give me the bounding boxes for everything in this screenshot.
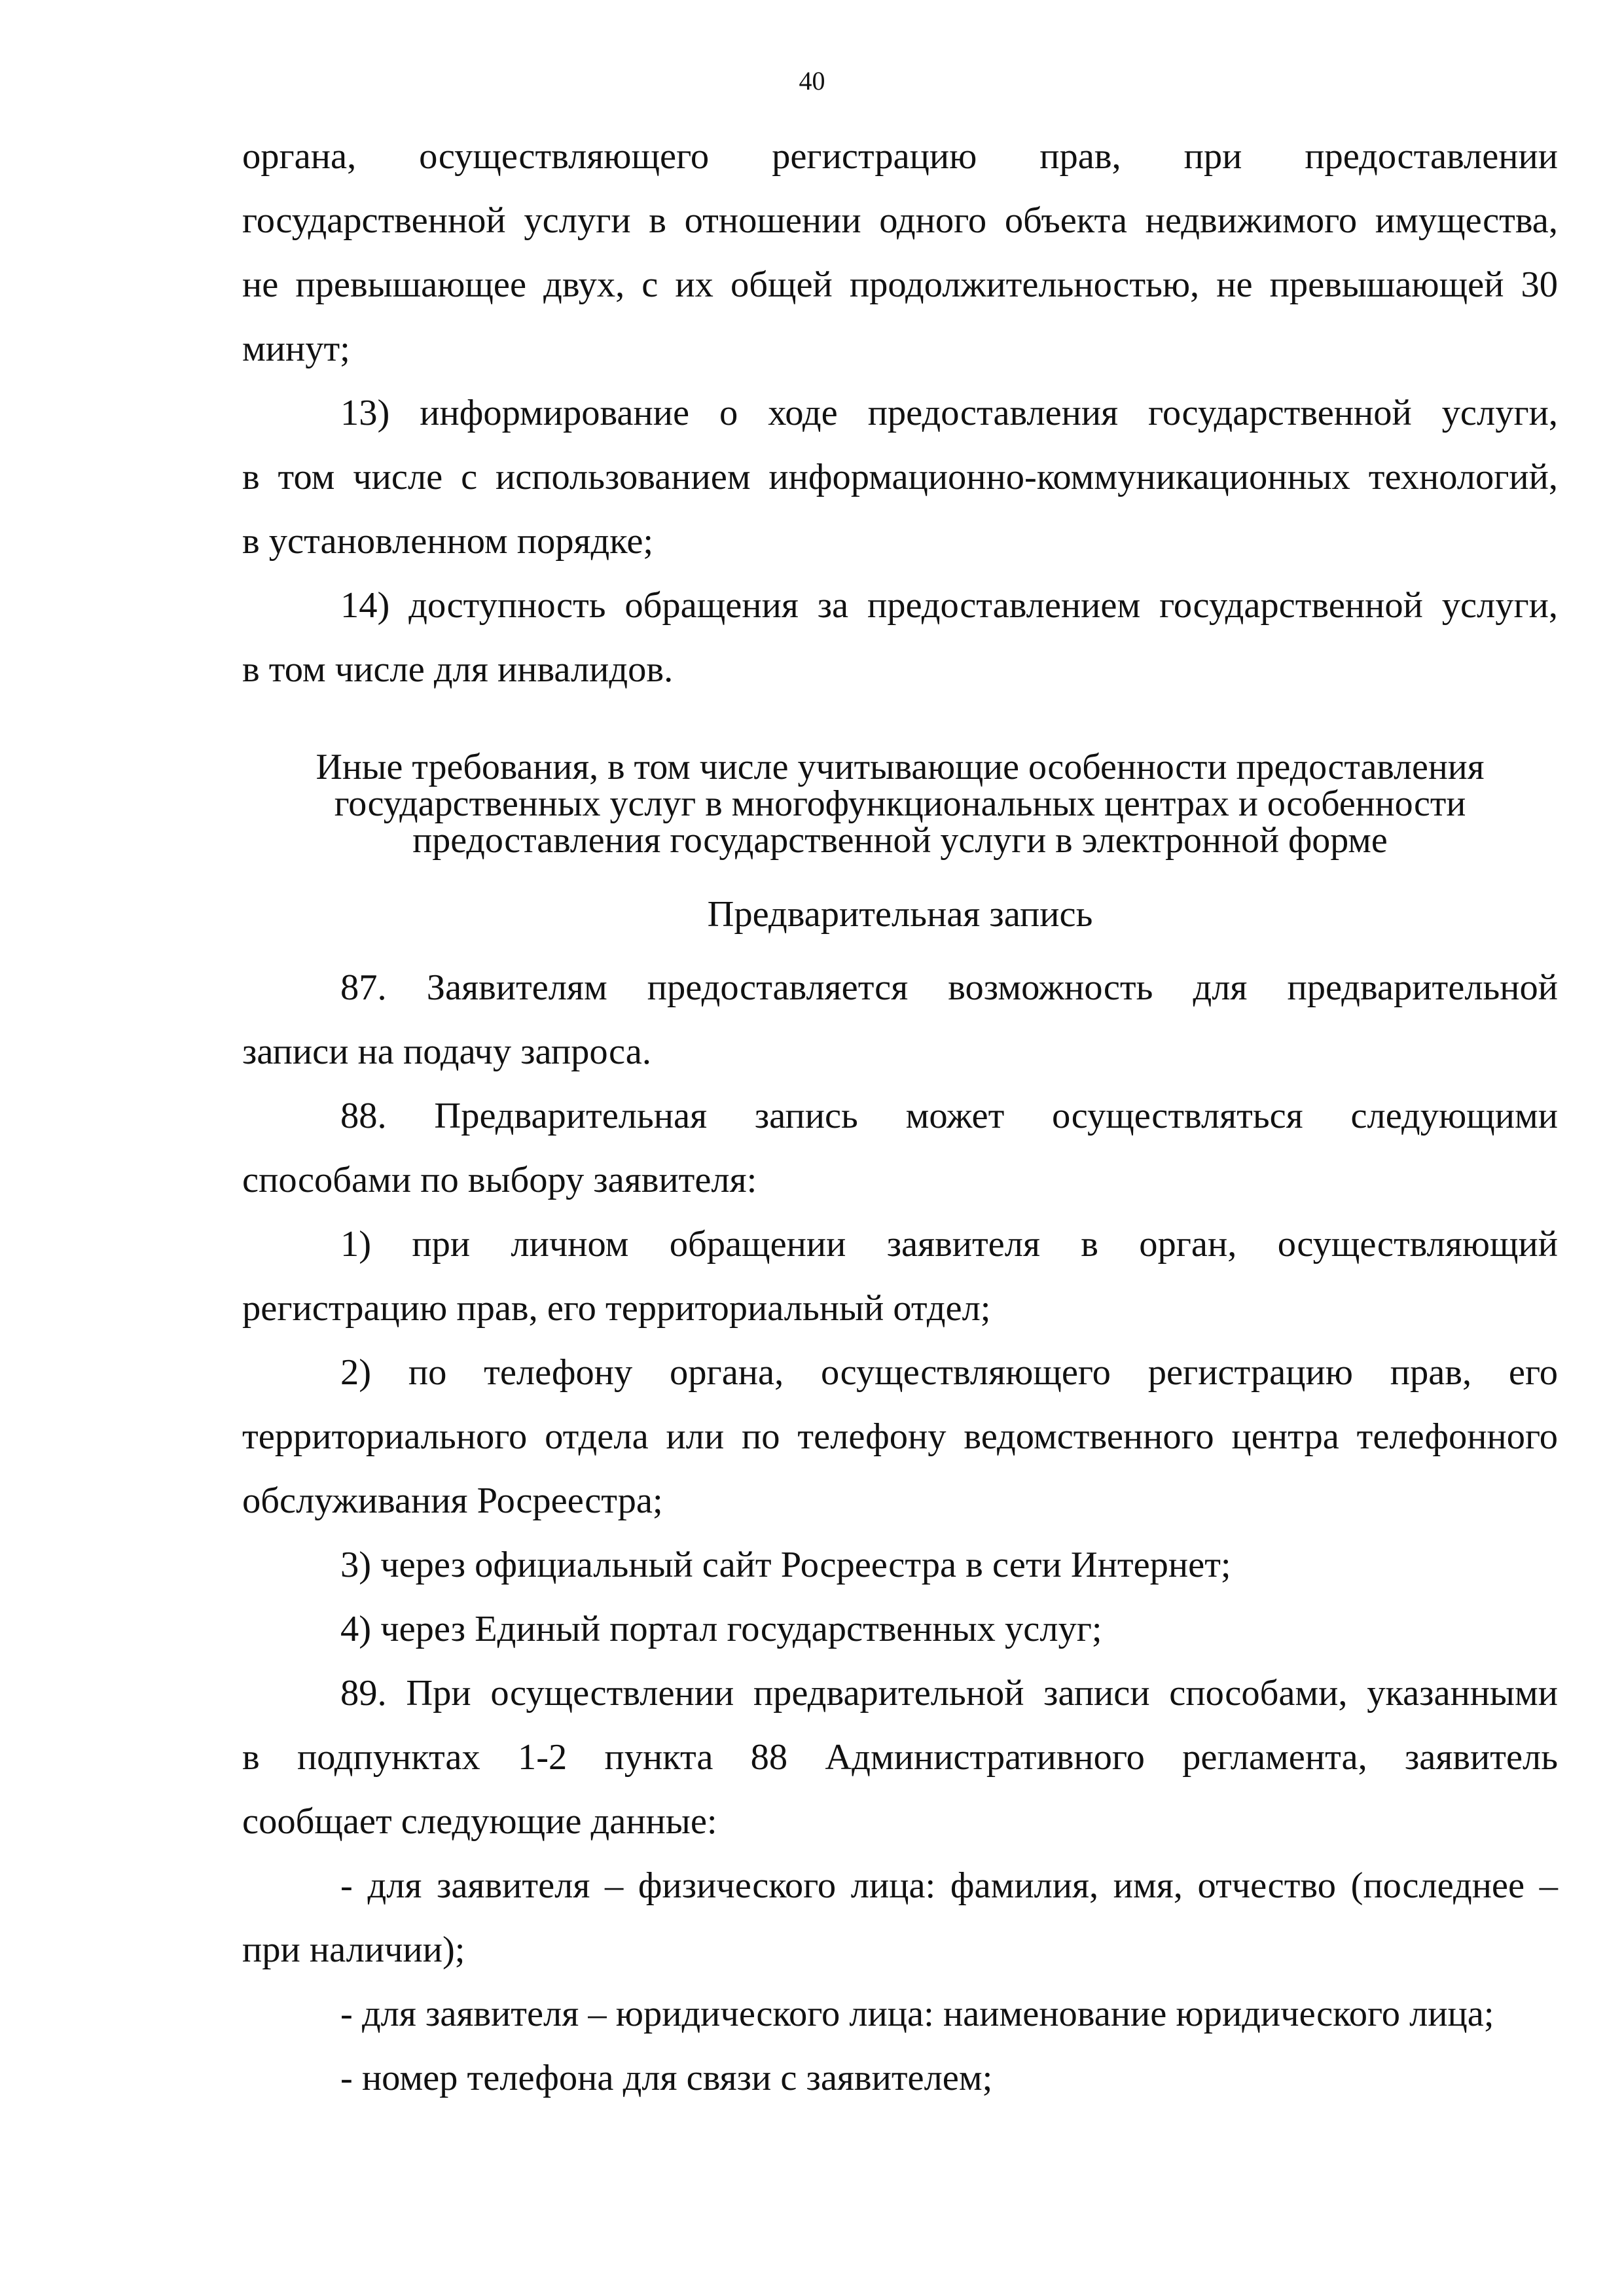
- text-line: 89. При осуществлении предварительной записи способами, указанными: [340, 1673, 1558, 1713]
- text-line: 13) информирование о ходе предоставления государственной услуги,: [340, 393, 1558, 433]
- dash-item-legal-entity: - для заявителя – юридического лица: наименование юридического лица;: [340, 1994, 1494, 2034]
- text-line: 88. Предварительная запись может осуществляться следующими: [340, 1096, 1558, 1136]
- text-line: в том числе с использованием информационно-коммуникационных технологий,: [242, 457, 1558, 497]
- text-line: в установленном порядке;: [242, 521, 654, 562]
- text-line: в подпунктах 1-2 пункта 88 Административного регламента, заявитель: [242, 1737, 1558, 1778]
- text-line: минут;: [242, 329, 350, 369]
- paragraph-87: [242, 956, 1558, 1084]
- section-heading: [242, 749, 1558, 859]
- paragraph-88-2: [242, 1340, 1558, 1533]
- text-line: органа, осуществляющего регистрацию прав, при предоставлении: [242, 136, 1558, 177]
- dash-item-phone: - номер телефона для связи с заявителем;: [340, 2058, 993, 2098]
- text-line: регистрацию прав, его территориальный отдел;: [242, 1288, 991, 1329]
- subheading: Предварительная запись: [707, 894, 1093, 935]
- text-line: 14) доступность обращения за предоставлением государственной услуги,: [340, 585, 1558, 626]
- dash-item-individual: [242, 1854, 1558, 1982]
- document-body: [242, 124, 1558, 2110]
- paragraph-89: [242, 1661, 1558, 1854]
- text-line: государственной услуги в отношении одного объекта недвижимого имущества,: [242, 200, 1558, 241]
- text-line: при наличии);: [242, 1929, 465, 1970]
- text-line: 2) по телефону органа, осуществляющего регистрацию прав, его: [340, 1352, 1558, 1393]
- text-line: не превышающее двух, с их общей продолжительностью, не превышающей 30: [242, 264, 1558, 305]
- text-line: - для заявителя – физического лица: фамилия, имя, отчество (последнее –: [340, 1865, 1558, 1906]
- continuation-paragraph: [242, 124, 1558, 381]
- text-line: способами по выбору заявителя:: [242, 1160, 757, 1200]
- paragraph-88-1: [242, 1212, 1558, 1340]
- text-line: записи на подачу запроса.: [242, 1031, 651, 1072]
- heading-line: предоставления государственной услуги в электронной форме: [412, 820, 1388, 861]
- paragraph-88-4: 4) через Единый портал государственных услуг;: [340, 1609, 1102, 1649]
- heading-line: государственных услуг в многофункциональных центрах и особенности: [334, 783, 1466, 824]
- text-line: территориального отдела или по телефону ведомственного центра телефонного: [242, 1416, 1558, 1457]
- page-number: 40: [799, 66, 825, 96]
- text-line: в том числе для инвалидов.: [242, 649, 674, 690]
- text-line: 87. Заявителям предоставляется возможность для предварительной: [340, 967, 1558, 1008]
- list-item-13: [242, 381, 1558, 573]
- text-line: 1) при личном обращении заявителя в орган, осуществляющий: [340, 1224, 1558, 1265]
- paragraph-88-3: 3) через официальный сайт Росреестра в сети Интернет;: [340, 1545, 1231, 1585]
- list-item-14: [242, 573, 1558, 702]
- text-line: обслуживания Росреестра;: [242, 1480, 663, 1521]
- text-line: сообщает следующие данные:: [242, 1801, 717, 1842]
- paragraph-88: [242, 1084, 1558, 1212]
- heading-line: Иные требования, в том числе учитывающие особенности предоставления: [316, 747, 1485, 787]
